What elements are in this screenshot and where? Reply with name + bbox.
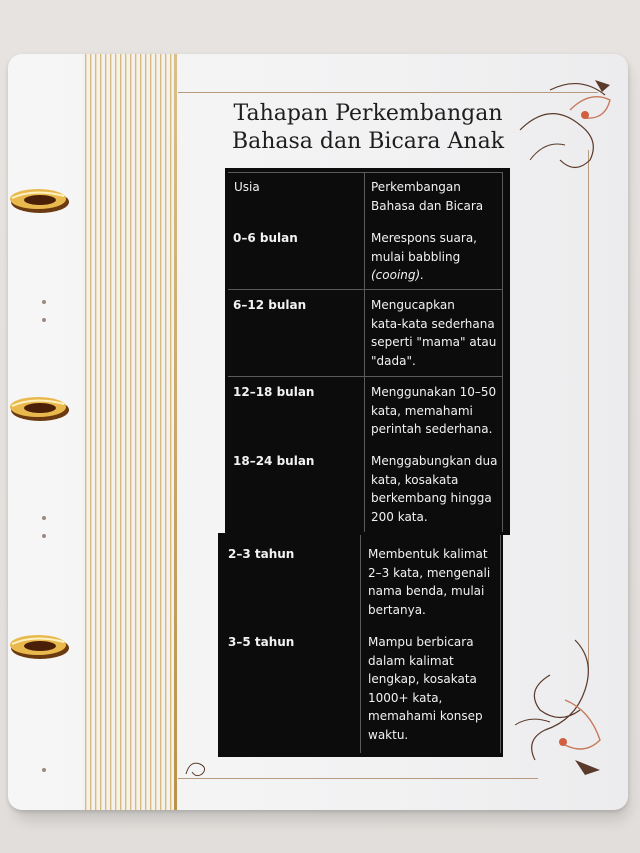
flourish-ornament-bottom-right <box>505 630 615 780</box>
desc-line: 200 kata. <box>371 509 428 524</box>
margin-dot <box>42 534 46 538</box>
header-development-line-1: Perkembangan <box>371 180 461 194</box>
desc-line: Menggabungkan dua <box>371 454 498 468</box>
desc-line: Mampu berbicara <box>368 635 474 649</box>
row-desc-6-12 <box>371 296 496 370</box>
desc-line: dalam kalimat <box>368 653 454 668</box>
binder-spine-edge <box>174 54 177 810</box>
desc-line: 1000+ kata, <box>368 690 443 705</box>
row-desc-12-18 <box>371 383 496 439</box>
row-age-6-12: 6–12 bulan <box>233 298 307 312</box>
flourish-ornament-bottom-left <box>182 756 212 780</box>
row-age-12-18: 12–18 bulan <box>233 385 315 399</box>
margin-dot <box>42 516 46 520</box>
binder-spine-stripes <box>82 54 176 810</box>
row-desc-2-3 <box>368 545 490 619</box>
page-title <box>198 100 538 156</box>
desc-line: Mengucapkan <box>371 298 455 312</box>
margin-dot <box>42 768 46 772</box>
desc-line: Membentuk kalimat <box>368 547 488 561</box>
row-age-18-24: 18–24 bulan <box>233 454 315 468</box>
desc-line: "dada". <box>371 353 416 368</box>
desc-line: kata, kosakata <box>371 472 459 487</box>
desc-line: (cooing). <box>371 268 425 282</box>
row-divider <box>228 172 502 173</box>
row-age-2-3: 2–3 tahun <box>228 547 295 561</box>
margin-dot <box>42 300 46 304</box>
row-desc-18-24 <box>371 452 497 526</box>
desc-line: Menggunakan 10–50 <box>371 385 497 399</box>
title-line-2: Bahasa dan Bicara Anak <box>231 129 505 154</box>
column-divider <box>364 172 365 532</box>
column-divider <box>502 172 503 532</box>
desc-line: perintah sederhana. <box>371 422 493 436</box>
binder-ring-icon <box>4 632 70 662</box>
desc-line: 2–3 kata, mengenali <box>368 565 491 580</box>
desc-line: lengkap, kosakata <box>368 672 477 686</box>
header-age: Usia <box>234 180 260 194</box>
row-age-0-6: 0–6 bulan <box>233 231 298 245</box>
desc-line: memahami konsep <box>368 709 483 723</box>
desc-line: waktu. <box>368 727 409 742</box>
binder-ring-icon <box>4 394 70 424</box>
header-development-line-2: Bahasa dan Bicara <box>371 198 484 213</box>
title-line-1: Tahapan Perkembangan <box>233 101 503 126</box>
desc-line: kata-kata sederhana <box>371 316 495 331</box>
column-divider <box>360 535 361 753</box>
desc-line: kata, memahami <box>371 403 473 418</box>
row-desc-3-5 <box>368 633 483 744</box>
desc-line: nama benda, mulai <box>368 584 485 598</box>
row-desc-0-6 <box>371 229 477 285</box>
desc-line: berkembang hingga <box>371 491 492 505</box>
binder-ring-icon <box>4 186 70 216</box>
row-divider <box>228 289 502 290</box>
desc-line: Merespons suara, <box>371 231 477 245</box>
desc-line: seperti "mama" atau <box>371 335 497 349</box>
row-age-3-5: 3–5 tahun <box>228 635 295 649</box>
frame-line-right <box>588 150 589 670</box>
frame-line-bottom <box>178 778 538 779</box>
header-development <box>371 178 483 215</box>
desc-line: mulai babbling <box>371 249 461 264</box>
column-divider <box>500 535 501 753</box>
desc-line: bertanya. <box>368 602 426 617</box>
margin-dot <box>42 318 46 322</box>
row-divider <box>228 376 502 377</box>
